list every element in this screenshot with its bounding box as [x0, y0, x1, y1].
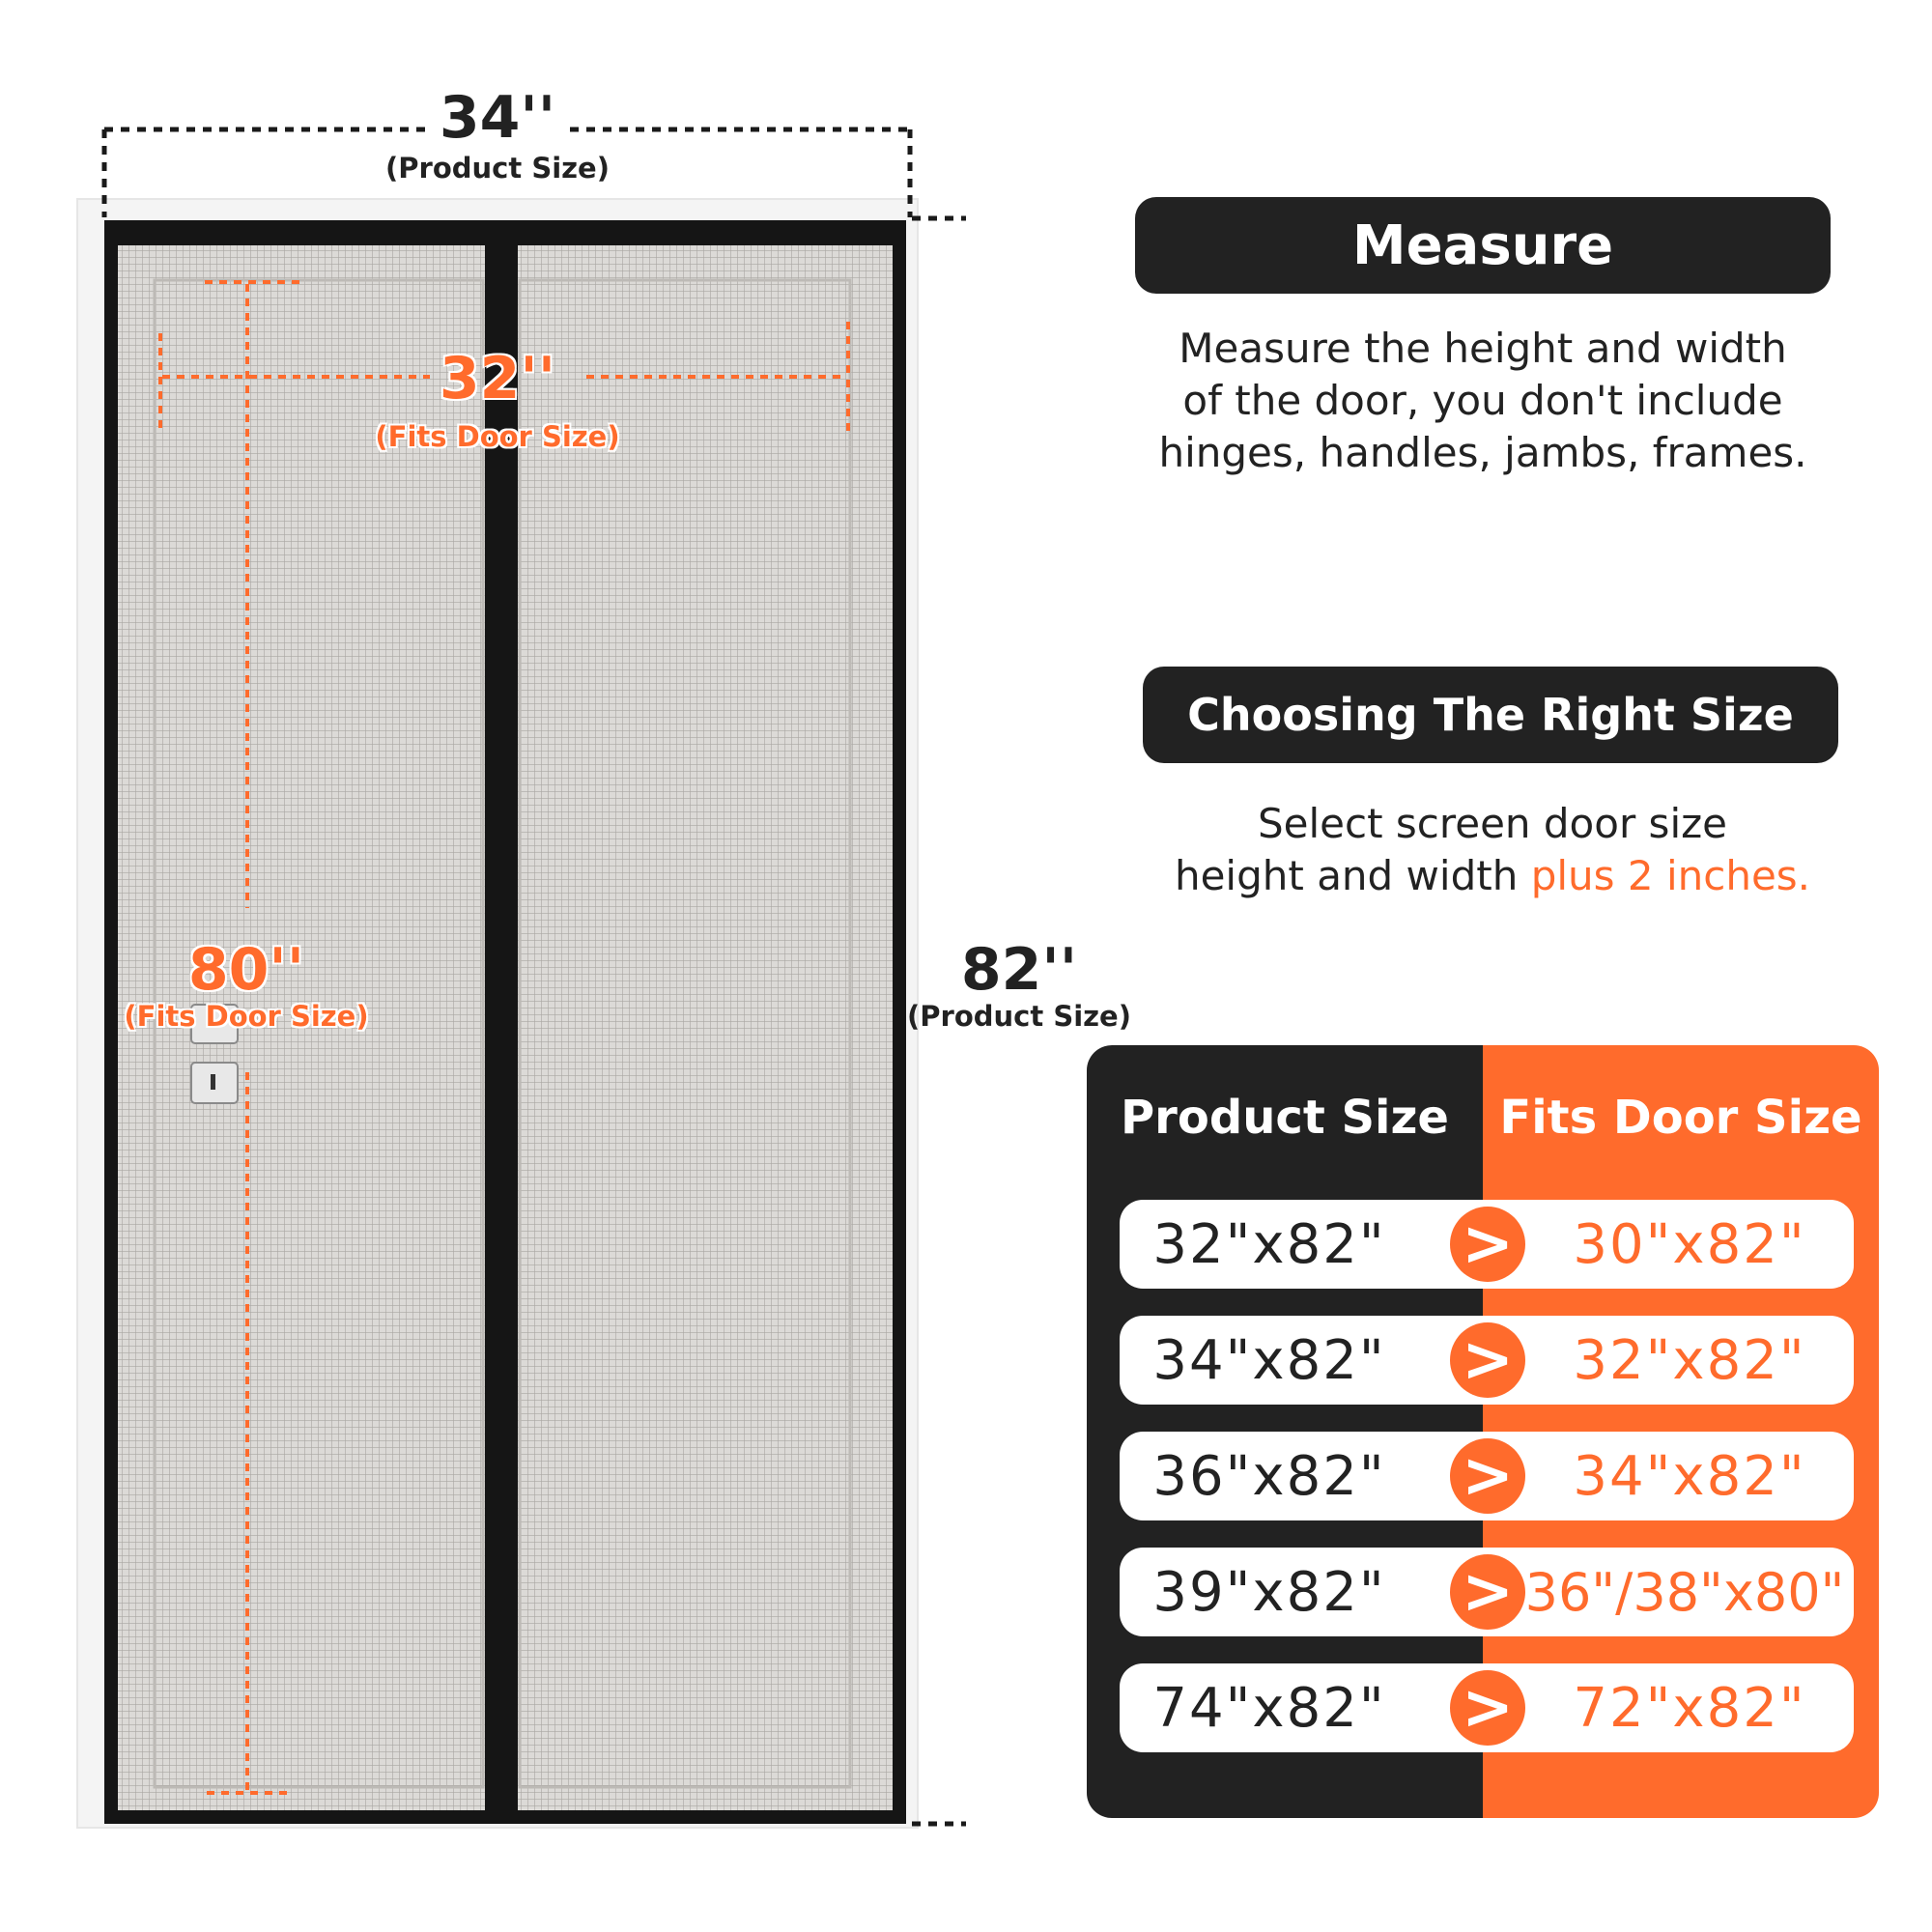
magnetic-seam — [485, 245, 518, 1810]
measure-line-1: Measure the height and width — [1179, 325, 1787, 372]
arrow-icon: > — [1450, 1670, 1525, 1746]
product-size-cell: 74"x82" — [1152, 1676, 1386, 1740]
fit-height-note: (Fits Door Size) — [124, 1000, 369, 1033]
fits-size-cell: 34"x82" — [1573, 1444, 1806, 1508]
fits-size-cell: 32"x82" — [1573, 1328, 1806, 1392]
choosing-line-1: Select screen door size — [1258, 800, 1727, 847]
product-width-note: (Product Size) — [385, 152, 610, 185]
header-product-size: Product Size — [1121, 1091, 1449, 1145]
product-height-note: (Product Size) — [907, 1000, 1131, 1033]
table-row — [1120, 1316, 1854, 1405]
product-height-label: 82'' — [960, 936, 1078, 1004]
product-size-cell: 32"x82" — [1152, 1212, 1386, 1276]
measure-line-3: hinges, handles, jambs, frames. — [1158, 429, 1807, 476]
arrow-icon: > — [1450, 1554, 1525, 1630]
mesh-panel-right — [518, 245, 893, 1810]
fits-size-cell: 36"/38"x80" — [1524, 1561, 1845, 1623]
measure-heading: Measure — [1135, 197, 1831, 294]
arrow-icon: > — [1450, 1207, 1525, 1282]
choosing-line-2-text: height and width — [1174, 852, 1531, 899]
fit-width-note: (Fits Door Size) — [375, 420, 620, 453]
table-row — [1120, 1432, 1854, 1520]
fits-size-cell: 72"x82" — [1573, 1676, 1806, 1740]
choosing-highlight: plus 2 inches. — [1530, 852, 1811, 899]
choosing-description — [1111, 798, 1874, 902]
table-row — [1120, 1663, 1854, 1752]
header-fits-door-size: Fits Door Size — [1499, 1091, 1862, 1145]
product-size-cell: 36"x82" — [1152, 1444, 1386, 1508]
table-row — [1120, 1200, 1854, 1289]
arrow-icon: > — [1450, 1438, 1525, 1514]
product-size-cell: 34"x82" — [1152, 1328, 1386, 1392]
fit-width-label: 32'' — [439, 345, 556, 412]
choosing-heading: Choosing The Right Size — [1143, 667, 1838, 763]
fits-size-cell: 30"x82" — [1573, 1212, 1806, 1276]
choosing-line-2 — [1111, 850, 1874, 902]
product-width-label: 34'' — [439, 84, 556, 152]
arrow-icon: > — [1450, 1322, 1525, 1398]
table-row — [1120, 1548, 1854, 1636]
measure-line-2: of the door, you don't include — [1182, 377, 1783, 424]
fit-height-label: 80'' — [187, 936, 305, 1004]
measure-description — [1111, 323, 1855, 479]
size-table — [1087, 1045, 1879, 1818]
product-size-cell: 39"x82" — [1152, 1560, 1386, 1624]
